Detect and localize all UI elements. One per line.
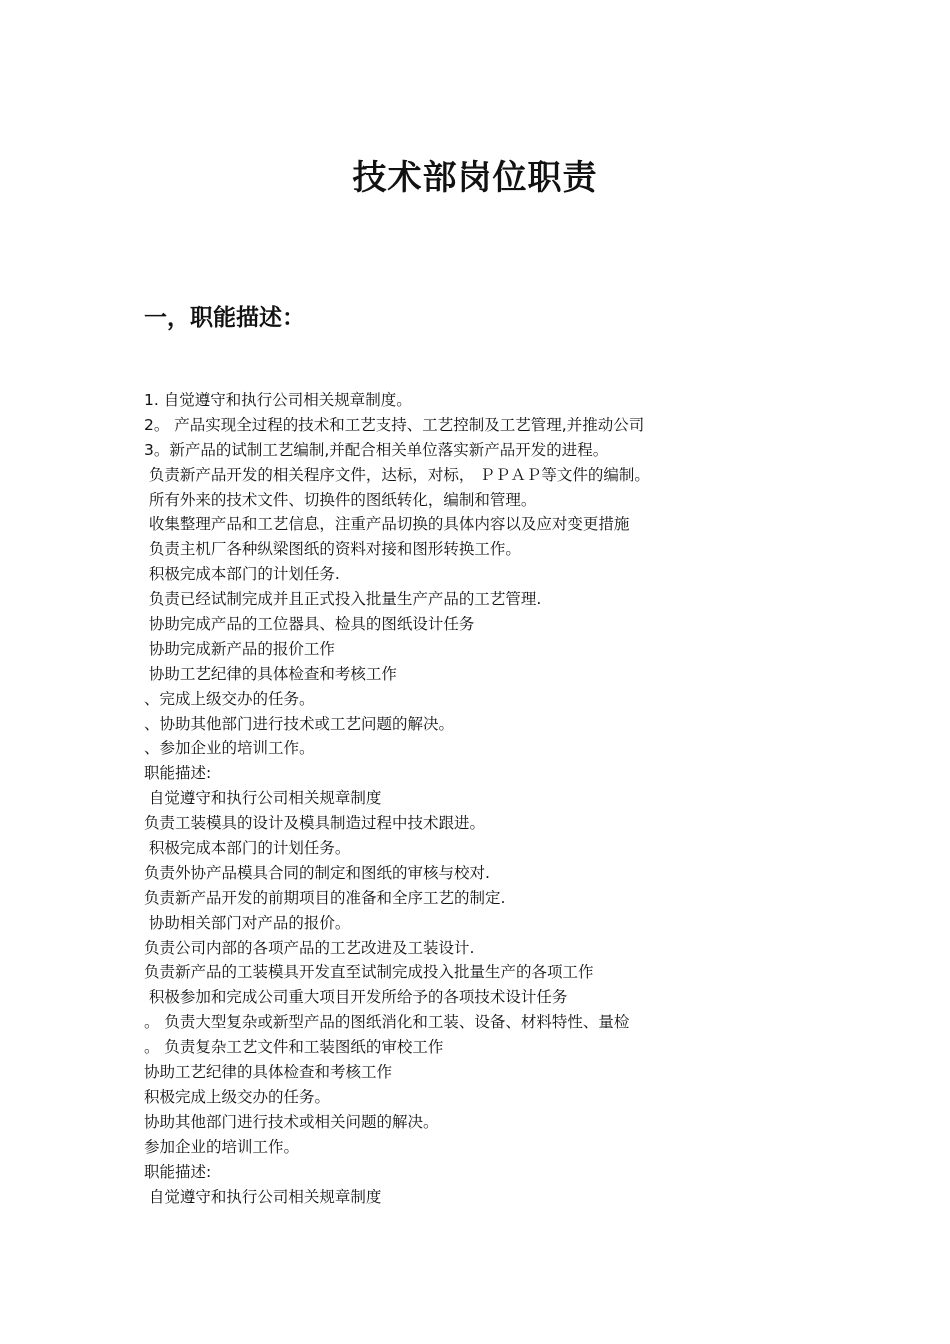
text-line: 1. 自觉遵守和执行公司相关规章制度。 — [144, 391, 412, 409]
text-line: 参加企业的培训工作。 — [144, 1137, 300, 1156]
text-line: 。 负责复杂工艺文件和工装图纸的审校工作 — [144, 1038, 444, 1057]
text-line: 、参加企业的培训工作。 — [144, 739, 315, 758]
text-line: 负责工装模具的设计及模具制造过程中技术跟进。 — [144, 814, 486, 833]
subsection-label: 职能描述: — [144, 1162, 212, 1181]
section-heading: 一，职能描述： — [144, 305, 305, 331]
text-line: 积极完成上级交办的任务。 — [144, 1087, 331, 1106]
subsection-label: 职能描述: — [144, 764, 212, 783]
text-line: 3。新产品的试制工艺编制,并配合相关单位落实新产品开发的进程。 — [144, 440, 609, 459]
text-line: 积极完成本部门的计划任务. — [144, 565, 340, 584]
text-line: 协助工艺纪律的具体检查和考核工作 — [144, 1063, 393, 1082]
text-line: 协助工艺纪律的具体检查和考核工作 — [144, 664, 397, 683]
text-line: 负责公司内部的各项产品的工艺改进及工装设计. — [144, 938, 475, 957]
text-line: 、完成上级交办的任务。 — [144, 689, 315, 708]
text-line: 所有外来的技术文件、切换件的图纸转化，编制和管理。 — [144, 490, 537, 509]
text-line: 。 负责大型复杂或新型产品的图纸消化和工装、设备、材料特性、量检 — [144, 1013, 630, 1032]
text-line: 协助相关部门对产品的报价。 — [144, 913, 351, 932]
text-line: 负责主机厂各种纵梁图纸的资料对接和图形转换工作。 — [144, 540, 521, 559]
text-line: 负责新产品开发的相关程序文件，达标，对标， ＰＰＡＰ等文件的编制。 — [144, 465, 650, 484]
text-line: 负责已经试制完成并且正式投入批量生产产品的工艺管理. — [144, 590, 542, 609]
text-line: 协助完成产品的工位器具、检具的图纸设计任务 — [144, 615, 475, 634]
text-line: 2。 产品实现全过程的技术和工艺支持、工艺控制及工艺管理,并推动公司 — [144, 415, 645, 434]
text-line: 自觉遵守和执行公司相关规章制度 — [144, 789, 382, 808]
text-line: 协助完成新产品的报价工作 — [144, 639, 335, 658]
body-text — [144, 388, 794, 1209]
text-line: 积极完成本部门的计划任务。 — [144, 839, 351, 858]
text-line: 负责新产品开发的前期项目的准备和全序工艺的制定. — [144, 888, 506, 907]
document-title: 技术部岗位职责 — [352, 158, 598, 198]
text-line: 协助其他部门进行技术或相关问题的解决。 — [144, 1112, 439, 1131]
text-line: 积极参加和完成公司重大项目开发所给予的各项技术设计任务 — [144, 988, 568, 1007]
text-line: 自觉遵守和执行公司相关规章制度 — [144, 1187, 382, 1206]
text-line: 收集整理产品和工艺信息，注重产品切换的具体内容以及应对变更措施 — [144, 515, 630, 534]
text-line: 、协助其他部门进行技术或工艺问题的解决。 — [144, 714, 455, 733]
text-line: 负责外协产品模具合同的制定和图纸的审核与校对. — [144, 863, 490, 882]
text-line: 负责新产品的工装模具开发直至试制完成投入批量生产的各项工作 — [144, 963, 594, 982]
